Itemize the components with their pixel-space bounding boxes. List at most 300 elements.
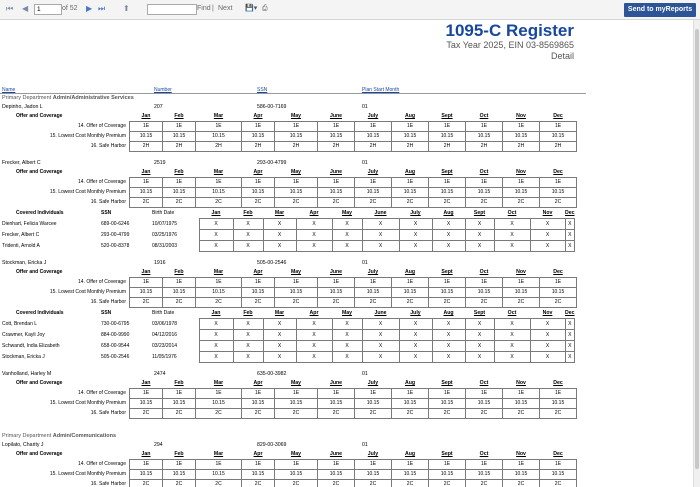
month-header: Jan bbox=[141, 269, 151, 275]
coverage-mark-cell: X bbox=[199, 330, 233, 341]
line-16-row bbox=[0, 142, 577, 152]
line-value-cell: 2C bbox=[540, 298, 577, 308]
line-value-cell: 1E bbox=[392, 178, 429, 188]
line-label: 16. Safe Harbor bbox=[90, 410, 126, 416]
employee-plan-start: 01 bbox=[362, 260, 368, 266]
line-value-cell: 2C bbox=[392, 409, 429, 419]
line-value-cell: 10.15 bbox=[429, 470, 466, 480]
employee-row bbox=[0, 158, 586, 168]
employee-plan-start: 01 bbox=[362, 104, 368, 110]
line-value-cell: 2H bbox=[429, 142, 466, 152]
line-value-cell: 1E bbox=[130, 122, 163, 132]
covered-name: Crawmer, Kayli Joy bbox=[2, 332, 45, 338]
month-header: Aug bbox=[404, 451, 416, 457]
coverage-mark-cell: X bbox=[233, 230, 263, 241]
find-input[interactable] bbox=[147, 4, 197, 15]
covered-ssn-heading: SSN bbox=[101, 310, 112, 317]
month-header: June bbox=[329, 113, 343, 119]
line-value-cell: 2C bbox=[275, 298, 318, 308]
coverage-mark-cell: X bbox=[199, 319, 233, 330]
month-header: June bbox=[374, 310, 387, 316]
coverage-mark-cell: X bbox=[432, 230, 465, 241]
line-value-cell: 1E bbox=[196, 122, 242, 132]
line-value-cell: 10.15 bbox=[275, 399, 318, 409]
line-value-cell: 1E bbox=[318, 460, 355, 470]
coverage-mark-cell: X bbox=[263, 330, 296, 341]
month-header: Jan bbox=[141, 380, 151, 386]
month-header: Oct bbox=[479, 269, 489, 275]
line-value-cell: 2C bbox=[242, 480, 275, 487]
coverage-mark-cell: X bbox=[465, 352, 494, 363]
line-value-cell: 1E bbox=[503, 178, 540, 188]
line-value-cell: 10.15 bbox=[355, 188, 392, 198]
month-header: Oct bbox=[479, 169, 489, 175]
line-value-cell: 1E bbox=[355, 460, 392, 470]
line-label: 14. Offer of Coverage bbox=[78, 179, 126, 185]
offer-coverage-heading: Offer and Coverage bbox=[16, 113, 63, 120]
covered-ssn: 293-00-4799 bbox=[101, 232, 130, 238]
covered-header-row bbox=[0, 308, 575, 319]
coverage-mark-cell: X bbox=[432, 241, 465, 252]
line-value-cell: 1E bbox=[503, 278, 540, 288]
coverage-mark-cell: X bbox=[530, 230, 565, 241]
coverage-mark-cell: X bbox=[494, 352, 530, 363]
line-value-cell: 10.15 bbox=[242, 132, 275, 142]
line-value-cell: 2H bbox=[466, 142, 503, 152]
line-value-cell: 10.15 bbox=[503, 399, 540, 409]
coverage-mark-cell: X bbox=[263, 352, 296, 363]
month-header: Dec bbox=[553, 269, 563, 275]
line-value-cell: 1E bbox=[429, 460, 466, 470]
save-icon[interactable]: 💾▾ bbox=[245, 5, 258, 12]
line-value-cell: 2C bbox=[130, 480, 163, 487]
month-header: Sept bbox=[441, 380, 453, 386]
line-value-cell: 1E bbox=[130, 460, 163, 470]
line-value-cell: 10.15 bbox=[318, 188, 355, 198]
line-value-cell: 1E bbox=[130, 178, 163, 188]
line-value-cell: 1E bbox=[503, 460, 540, 470]
month-header: Sept bbox=[441, 269, 453, 275]
line-label: 16. Safe Harbor bbox=[90, 199, 126, 205]
line-value-cell: 1E bbox=[196, 278, 242, 288]
line-value-cell: 2H bbox=[392, 142, 429, 152]
month-header: Nov bbox=[516, 269, 526, 275]
line-value-cell: 2H bbox=[130, 142, 163, 152]
line-value-cell: 10.15 bbox=[196, 188, 242, 198]
covered-individual-row bbox=[0, 241, 575, 252]
coverage-mark-cell: X bbox=[530, 241, 565, 252]
line-15-row bbox=[0, 188, 577, 198]
month-header: Oct bbox=[479, 380, 489, 386]
employee-row bbox=[0, 369, 586, 379]
month-header: Nov bbox=[516, 380, 526, 386]
line-16-row bbox=[0, 298, 577, 308]
line-value-cell: 10.15 bbox=[355, 399, 392, 409]
line-value-cell: 10.15 bbox=[355, 470, 392, 480]
line-value-cell: 2C bbox=[196, 480, 242, 487]
coverage-mark-cell: X bbox=[399, 319, 432, 330]
line-value-cell: 10.15 bbox=[503, 470, 540, 480]
covered-header-row bbox=[0, 208, 575, 219]
line-value-cell: 2C bbox=[163, 409, 196, 419]
line-value-cell: 1E bbox=[163, 460, 196, 470]
employee-ssn: 293-00-4799 bbox=[257, 160, 287, 166]
employee-record bbox=[0, 258, 586, 363]
line-value-cell: 1E bbox=[318, 178, 355, 188]
line-value-cell: 2C bbox=[318, 298, 355, 308]
back-icon[interactable]: ⬆ bbox=[123, 4, 130, 13]
month-header: June bbox=[329, 169, 343, 175]
col-header-plan-start: Plan Start Month bbox=[362, 87, 400, 93]
line-value-cell: 2C bbox=[163, 480, 196, 487]
line-label: 14. Offer of Coverage bbox=[78, 461, 126, 467]
line-value-cell: 10.15 bbox=[540, 132, 577, 142]
coverage-mark-cell: X bbox=[465, 341, 494, 352]
line-value-cell: 10.15 bbox=[130, 288, 163, 298]
month-header: May bbox=[290, 451, 302, 457]
month-header: Feb bbox=[174, 169, 184, 175]
covered-birth-date: 03/23/2014 bbox=[152, 343, 178, 349]
month-header: Aug bbox=[404, 113, 416, 119]
offer-coverage-table bbox=[0, 168, 577, 208]
month-header: Apr bbox=[309, 210, 319, 216]
coverage-mark-cell: X bbox=[362, 241, 399, 252]
line-value-cell: 1E bbox=[540, 278, 577, 288]
month-header: Dec bbox=[553, 451, 563, 457]
coverage-mark-cell: X bbox=[332, 352, 362, 363]
col-header-name: Name bbox=[2, 87, 16, 93]
last-page-icon[interactable]: ⏭ bbox=[98, 4, 106, 13]
covered-ssn: 658-00-9544 bbox=[101, 343, 130, 349]
department-name: Admin/Administrative Services bbox=[52, 95, 134, 101]
coverage-mark-cell: X bbox=[565, 352, 575, 363]
coverage-mark-cell: X bbox=[296, 230, 332, 241]
line-value-cell: 1E bbox=[242, 122, 275, 132]
line-value-cell: 2C bbox=[503, 409, 540, 419]
month-header: Mar bbox=[213, 451, 224, 457]
month-header: Oct bbox=[479, 113, 489, 119]
line-value-cell: 10.15 bbox=[275, 132, 318, 142]
month-header: Sept bbox=[441, 451, 453, 457]
coverage-mark-cell: X bbox=[530, 352, 565, 363]
line-value-cell: 1E bbox=[163, 278, 196, 288]
line-value-cell: 10.15 bbox=[242, 470, 275, 480]
month-header: Sept bbox=[473, 310, 486, 316]
month-header: Mar bbox=[213, 380, 224, 386]
line-value-cell: 2C bbox=[466, 409, 503, 419]
coverage-mark-cell: X bbox=[432, 319, 465, 330]
offer-coverage-heading: Offer and Coverage bbox=[16, 269, 63, 276]
line-value-cell: 2C bbox=[130, 298, 163, 308]
line-label: 15. Lowest Cost Monthly Premium bbox=[49, 400, 126, 406]
covered-name: Tridenti, Arnold A bbox=[2, 243, 40, 249]
line-value-cell: 2C bbox=[466, 298, 503, 308]
line-value-cell: 2C bbox=[466, 480, 503, 487]
line-label: 16. Safe Harbor bbox=[90, 481, 126, 487]
line-value-cell: 2H bbox=[242, 142, 275, 152]
line-value-cell: 1E bbox=[196, 178, 242, 188]
line-16-row bbox=[0, 409, 577, 419]
employee-number: 294 bbox=[154, 442, 163, 448]
coverage-mark-cell: X bbox=[263, 319, 296, 330]
line-value-cell: 1E bbox=[242, 460, 275, 470]
line-value-cell: 2H bbox=[318, 142, 355, 152]
coverage-mark-cell: X bbox=[530, 330, 565, 341]
department-heading bbox=[0, 94, 586, 102]
line-value-cell: 1E bbox=[466, 178, 503, 188]
coverage-mark-cell: X bbox=[494, 230, 530, 241]
coverage-mark-cell: X bbox=[362, 219, 399, 230]
line-16-row bbox=[0, 198, 577, 208]
line-value-cell: 2C bbox=[355, 198, 392, 208]
line-value-cell: 10.15 bbox=[392, 399, 429, 409]
covered-individual-row bbox=[0, 330, 575, 341]
employee-record bbox=[0, 369, 586, 419]
coverage-mark-cell: X bbox=[332, 330, 362, 341]
coverage-mark-cell: X bbox=[362, 230, 399, 241]
month-header: Oct bbox=[507, 310, 517, 316]
line-value-cell: 1E bbox=[242, 278, 275, 288]
month-header: Feb bbox=[243, 210, 253, 216]
month-header: Apr bbox=[253, 169, 263, 175]
col-header-ssn: SSN bbox=[257, 87, 268, 93]
line-14-row bbox=[0, 278, 577, 288]
covered-ssn-heading: SSN bbox=[101, 210, 112, 217]
line-value-cell: 2C bbox=[196, 198, 242, 208]
month-header: Aug bbox=[404, 380, 416, 386]
coverage-mark-cell: X bbox=[263, 341, 296, 352]
coverage-mark-cell: X bbox=[399, 330, 432, 341]
coverage-mark-cell: X bbox=[263, 230, 296, 241]
report-content bbox=[0, 94, 586, 487]
employee-plan-start: 01 bbox=[362, 371, 368, 377]
line-value-cell: 10.15 bbox=[392, 470, 429, 480]
employee-ssn: 829-00-3069 bbox=[257, 442, 287, 448]
report-title: 1095-C Register bbox=[445, 21, 574, 40]
line-value-cell: 1E bbox=[318, 278, 355, 288]
line-value-cell: 10.15 bbox=[242, 188, 275, 198]
employee-number: 207 bbox=[154, 104, 163, 110]
covered-individual-row bbox=[0, 319, 575, 330]
line-value-cell: 10.15 bbox=[130, 399, 163, 409]
coverage-mark-cell: X bbox=[362, 352, 399, 363]
month-header: Sept bbox=[473, 210, 486, 216]
line-value-cell: 2C bbox=[275, 480, 318, 487]
line-value-cell: 10.15 bbox=[466, 288, 503, 298]
line-value-cell: 10.15 bbox=[540, 188, 577, 198]
month-header: Dec bbox=[553, 169, 563, 175]
line-value-cell: 10.15 bbox=[392, 288, 429, 298]
line-value-cell: 10.15 bbox=[318, 470, 355, 480]
line-value-cell: 2C bbox=[318, 198, 355, 208]
month-header: Nov bbox=[542, 310, 553, 316]
line-15-row bbox=[0, 288, 577, 298]
line-16-row bbox=[0, 480, 577, 487]
covered-name: Cott, Brendan L bbox=[2, 321, 38, 327]
line-value-cell: 10.15 bbox=[163, 470, 196, 480]
covered-birth-date: 03/06/1978 bbox=[152, 321, 178, 327]
month-header: Jan bbox=[141, 113, 151, 119]
line-value-cell: 10.15 bbox=[163, 188, 196, 198]
next-link[interactable]: Next bbox=[218, 5, 233, 12]
line-value-cell: 2H bbox=[196, 142, 242, 152]
employee-number: 2519 bbox=[154, 160, 166, 166]
line-value-cell: 1E bbox=[392, 278, 429, 288]
line-value-cell: 10.15 bbox=[275, 470, 318, 480]
month-header: Apr bbox=[253, 380, 263, 386]
send-to-myreports-button[interactable]: Send to myReports bbox=[624, 3, 696, 17]
line-value-cell: 10.15 bbox=[275, 188, 318, 198]
line-value-cell: 1E bbox=[540, 389, 577, 399]
report-detail-label: Detail bbox=[550, 51, 574, 61]
line-15-row bbox=[0, 132, 577, 142]
covered-ssn: 730-00-6795 bbox=[101, 321, 130, 327]
line-value-cell: 10.15 bbox=[196, 399, 242, 409]
page-number-input[interactable] bbox=[34, 4, 62, 15]
vertical-scrollbar[interactable] bbox=[693, 20, 700, 487]
employee-record bbox=[0, 440, 586, 487]
line-value-cell: 10.15 bbox=[429, 399, 466, 409]
first-page-icon[interactable]: ⏮ bbox=[6, 4, 14, 13]
line-value-cell: 10.15 bbox=[130, 188, 163, 198]
coverage-mark-cell: X bbox=[399, 219, 432, 230]
covered-individuals-heading: Covered Individuals bbox=[16, 210, 64, 217]
employee-plan-start: 01 bbox=[362, 160, 368, 166]
coverage-mark-cell: X bbox=[432, 341, 465, 352]
section-gap bbox=[0, 425, 586, 432]
covered-birth-date: 04/12/2016 bbox=[152, 332, 178, 338]
coverage-mark-cell: X bbox=[494, 219, 530, 230]
line-value-cell: 2C bbox=[392, 198, 429, 208]
line-label: 15. Lowest Cost Monthly Premium bbox=[49, 471, 126, 477]
line-value-cell: 2C bbox=[318, 409, 355, 419]
find-link[interactable]: Find bbox=[197, 5, 211, 12]
line-15-row bbox=[0, 470, 577, 480]
print-icon[interactable]: ⎙ bbox=[262, 5, 268, 12]
line-value-cell: 10.15 bbox=[318, 132, 355, 142]
toolbar-separator: | bbox=[212, 5, 214, 12]
scrollbar-thumb[interactable] bbox=[695, 29, 699, 469]
month-header: July bbox=[367, 269, 379, 275]
coverage-mark-cell: X bbox=[432, 219, 465, 230]
coverage-mark-cell: X bbox=[530, 341, 565, 352]
month-header: Mar bbox=[213, 269, 224, 275]
month-header: July bbox=[410, 310, 421, 316]
line-value-cell: 2H bbox=[275, 142, 318, 152]
covered-birth-date: 08/31/2003 bbox=[152, 243, 178, 249]
covered-individual-row bbox=[0, 230, 575, 241]
month-header: Apr bbox=[253, 451, 263, 457]
line-value-cell: 1E bbox=[275, 389, 318, 399]
coverage-mark-cell: X bbox=[432, 330, 465, 341]
month-header: July bbox=[367, 451, 379, 457]
month-header: Oct bbox=[479, 451, 489, 457]
line-value-cell: 1E bbox=[429, 178, 466, 188]
line-value-cell: 2C bbox=[242, 298, 275, 308]
employee-record bbox=[0, 102, 586, 152]
line-value-cell: 2C bbox=[503, 480, 540, 487]
coverage-mark-cell: X bbox=[399, 352, 432, 363]
line-value-cell: 10.15 bbox=[318, 288, 355, 298]
month-header: Feb bbox=[174, 113, 184, 119]
coverage-mark-cell: X bbox=[199, 241, 233, 252]
coverage-mark-cell: X bbox=[263, 241, 296, 252]
line-value-cell: 1E bbox=[318, 122, 355, 132]
coverage-mark-cell: X bbox=[399, 230, 432, 241]
line-value-cell: 10.15 bbox=[318, 399, 355, 409]
month-header: July bbox=[367, 169, 379, 175]
month-header: Aug bbox=[404, 169, 416, 175]
employee-name: Stockman, Ericka J bbox=[2, 260, 47, 266]
line-value-cell: 2C bbox=[466, 198, 503, 208]
coverage-mark-cell: X bbox=[494, 319, 530, 330]
line-14-row bbox=[0, 178, 577, 188]
month-header: Nov bbox=[516, 169, 526, 175]
line-value-cell: 1E bbox=[540, 122, 577, 132]
line-value-cell: 10.15 bbox=[466, 132, 503, 142]
coverage-mark-cell: X bbox=[530, 219, 565, 230]
coverage-mark-cell: X bbox=[399, 241, 432, 252]
line-value-cell: 2C bbox=[130, 198, 163, 208]
line-value-cell: 2C bbox=[275, 409, 318, 419]
coverage-mark-cell: X bbox=[494, 241, 530, 252]
line-value-cell: 1E bbox=[275, 122, 318, 132]
line-value-cell: 1E bbox=[540, 178, 577, 188]
offer-coverage-table bbox=[0, 268, 577, 308]
month-header: May bbox=[341, 210, 353, 216]
line-value-cell: 10.15 bbox=[275, 288, 318, 298]
coverage-mark-cell: X bbox=[296, 319, 332, 330]
coverage-mark-cell: X bbox=[332, 241, 362, 252]
month-header: Jan bbox=[211, 310, 221, 316]
next-page-icon[interactable]: ▶ bbox=[86, 4, 93, 13]
line-value-cell: 1E bbox=[163, 122, 196, 132]
month-header: Feb bbox=[174, 451, 184, 457]
month-header: May bbox=[341, 310, 353, 316]
month-header: Mar bbox=[274, 310, 285, 316]
month-header: Apr bbox=[309, 310, 319, 316]
covered-individuals-table bbox=[0, 208, 575, 252]
covered-individual-row bbox=[0, 352, 575, 363]
covered-individuals-table bbox=[0, 308, 575, 363]
month-header: Dec bbox=[553, 380, 563, 386]
month-header: Dec bbox=[565, 310, 575, 316]
line-value-cell: 10.15 bbox=[163, 132, 196, 142]
department-heading bbox=[0, 432, 586, 440]
month-header: May bbox=[290, 380, 302, 386]
line-value-cell: 1E bbox=[466, 278, 503, 288]
covered-ssn: 505-00-2546 bbox=[101, 354, 130, 360]
covered-ssn: 689-00-6246 bbox=[101, 221, 130, 227]
prev-page-icon[interactable]: ◀ bbox=[22, 4, 29, 13]
offer-header-row bbox=[0, 268, 577, 278]
coverage-mark-cell: X bbox=[296, 241, 332, 252]
line-value-cell: 1E bbox=[429, 278, 466, 288]
line-value-cell: 10.15 bbox=[392, 132, 429, 142]
line-value-cell: 2C bbox=[318, 480, 355, 487]
tax-year-ein: Tax Year 2025, EIN 03-8569865 bbox=[446, 40, 574, 50]
line-value-cell: 1E bbox=[275, 460, 318, 470]
line-14-row bbox=[0, 389, 577, 399]
line-value-cell: 1E bbox=[503, 389, 540, 399]
line-value-cell: 2C bbox=[503, 298, 540, 308]
employee-plan-start: 01 bbox=[362, 442, 368, 448]
line-value-cell: 2C bbox=[429, 298, 466, 308]
line-value-cell: 1E bbox=[429, 389, 466, 399]
line-label: 14. Offer of Coverage bbox=[78, 279, 126, 285]
line-value-cell: 2C bbox=[163, 298, 196, 308]
month-header: Dec bbox=[553, 113, 563, 119]
